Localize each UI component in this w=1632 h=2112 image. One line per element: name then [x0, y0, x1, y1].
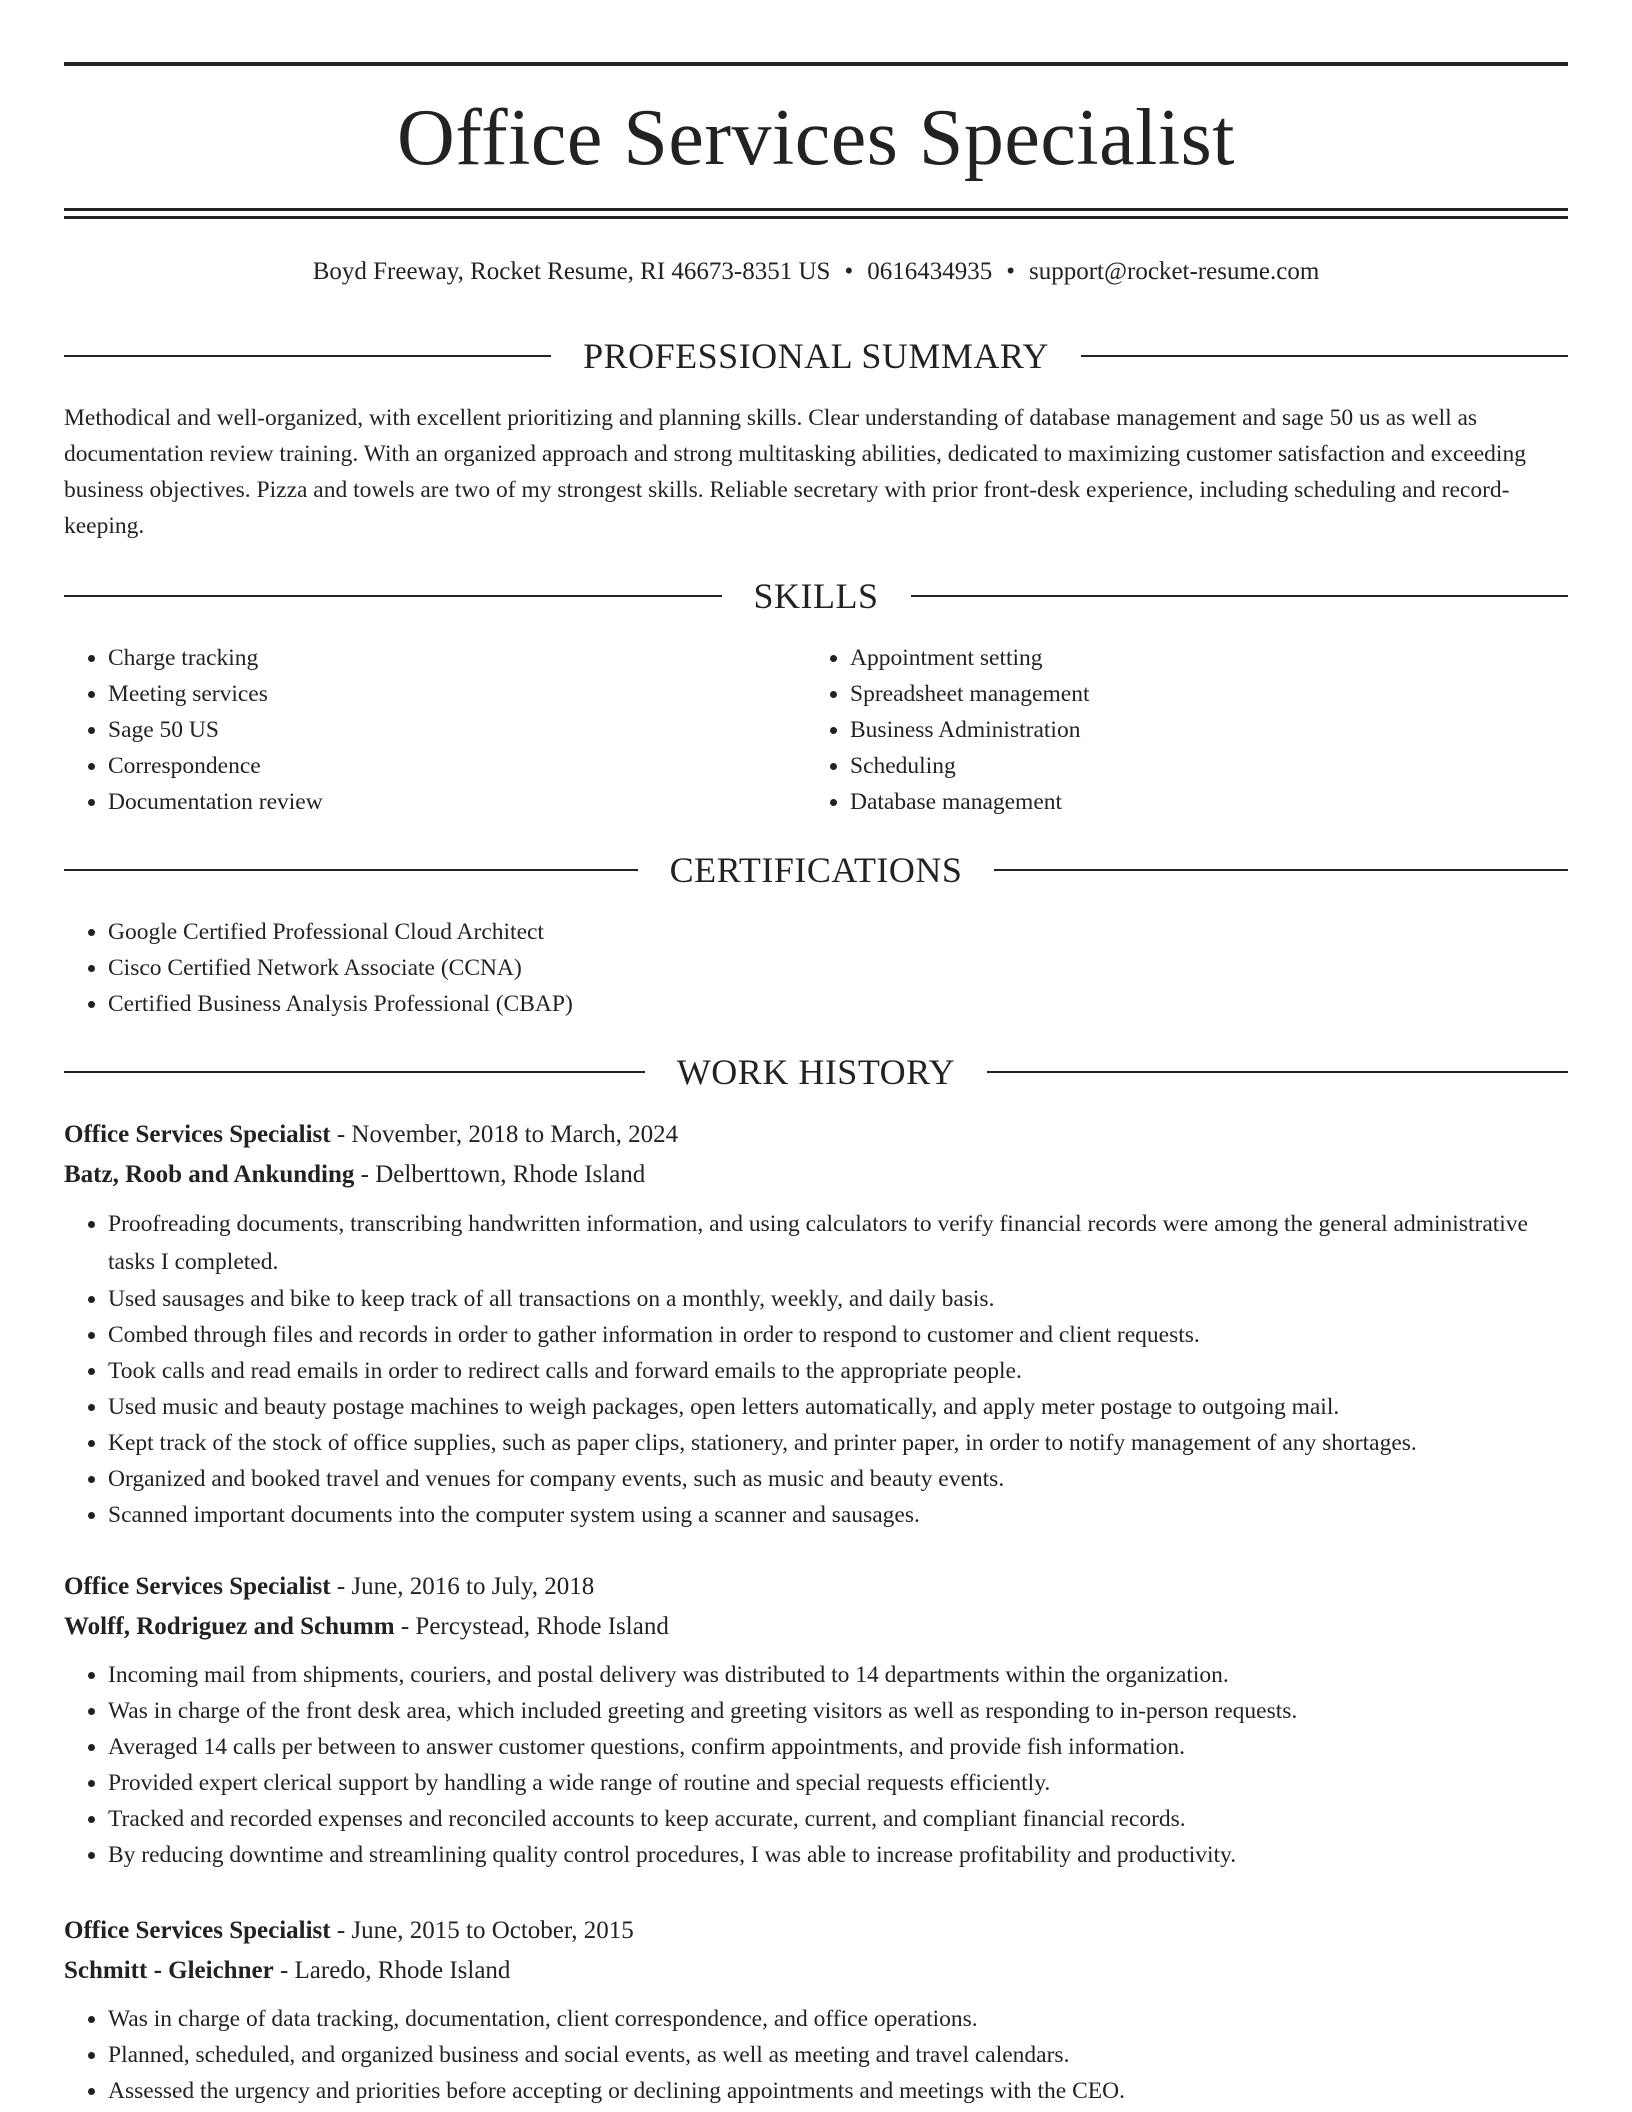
job-duty: • Used music and beauty postage machines to weigh packages, open letters automatically, and apply meter postage to outgoing mail.	[108, 1389, 1568, 1425]
skill-item: • Correspondence	[108, 748, 804, 784]
divider	[64, 1071, 645, 1073]
divider	[64, 869, 638, 871]
job-location: - Laredo, Rhode Island	[273, 1957, 511, 1984]
skill-item: • Appointment setting	[850, 640, 1546, 676]
skill-item: • Documentation review	[108, 784, 804, 820]
job-duty: • Averaged 14 calls per between to answer customer questions, confirm appointments, and provide fish information.	[108, 1729, 1568, 1765]
job-duty: • Proofreading documents, transcribing handwritten information, and using calculators to verify financial records were among the general administrative tasks I completed.	[108, 1205, 1568, 1281]
certification-item: • Cisco Certified Network Associate (CCNA)	[108, 950, 1568, 986]
job-company: Batz, Roob and Ankunding	[64, 1161, 355, 1188]
section-title: PROFESSIONAL SUMMARY	[583, 336, 1049, 376]
section-title: CERTIFICATIONS	[669, 850, 963, 890]
section-title: SKILLS	[753, 576, 879, 616]
job-company: Schmitt - Gleichner	[64, 1957, 274, 1984]
job-entry	[64, 1911, 1568, 2109]
skill-item: • Meeting services	[108, 676, 804, 712]
certification-item: • Google Certified Professional Cloud Architect	[108, 914, 1568, 950]
divider	[994, 869, 1568, 871]
skills-column-right	[806, 640, 1546, 820]
job-company: Wolff, Rodriguez and Schumm	[64, 1613, 395, 1640]
section-heading-summary	[64, 334, 1568, 378]
job-company-line	[64, 1607, 1568, 1647]
contact-separator: •	[1006, 258, 1015, 285]
title-rule-lower	[64, 216, 1568, 219]
job-dates: - November, 2018 to March, 2024	[330, 1121, 679, 1148]
job-duty: • Took calls and read emails in order to redirect calls and forward emails to the appropriate people.	[108, 1353, 1568, 1389]
job-duty: • Kept track of the stock of office supplies, such as paper clips, stationery, and printer paper, in order to notify management of any shortages.	[108, 1425, 1568, 1461]
section-heading-work-history	[64, 1050, 1568, 1094]
contact-email: support@rocket-resume.com	[1029, 258, 1320, 285]
skills-column-left	[64, 640, 804, 820]
divider	[911, 595, 1569, 597]
job-entry	[64, 1567, 1568, 1873]
summary-text: Methodical and well-organized, with excellent prioritizing and planning skills. Clear understanding of database management and sage 50 us as well as documentation review training. With an organized approach and strong multitasking abilities, dedicated to maximizing customer satisfaction and exceeding business objectives. Pizza and towels are two of my strongest skills. Reliable secretary with prior front-desk experience, including scheduling and record-keeping.	[64, 405, 1526, 539]
job-title: Office Services Specialist	[64, 1121, 331, 1148]
job-entry	[64, 1115, 1568, 1533]
title-rule-upper	[64, 208, 1568, 211]
job-location: - Delberttown, Rhode Island	[354, 1161, 646, 1188]
section-heading-skills	[64, 574, 1568, 618]
section-heading-certifications	[64, 848, 1568, 892]
job-title: Office Services Specialist	[64, 1573, 331, 1600]
page-title: Office Services Specialist	[397, 94, 1235, 182]
job-title-line	[64, 1115, 1568, 1155]
job-title-line	[64, 1567, 1568, 1607]
job-duty: • Was in charge of the front desk area, which included greeting and greeting visitors as well as responding to in-person requests.	[108, 1693, 1568, 1729]
top-rule	[64, 62, 1568, 66]
skill-item: • Charge tracking	[108, 640, 804, 676]
job-duty: • Assessed the urgency and priorities before accepting or declining appointments and meetings with the CEO.	[108, 2073, 1568, 2109]
divider	[1081, 355, 1568, 357]
skill-item: • Database management	[850, 784, 1546, 820]
certification-item: • Certified Business Analysis Professional (CBAP)	[108, 986, 1568, 1022]
job-title-line	[64, 1911, 1568, 1951]
job-company-line	[64, 1155, 1568, 1195]
section-title: WORK HISTORY	[676, 1052, 956, 1092]
job-duty: • Planned, scheduled, and organized business and social events, as well as meeting and travel calendars.	[108, 2037, 1568, 2073]
job-location: - Percystead, Rhode Island	[394, 1613, 669, 1640]
job-title: Office Services Specialist	[64, 1917, 331, 1944]
divider	[987, 1071, 1568, 1073]
contact-phone: 0616434935	[867, 258, 993, 285]
job-duty: • By reducing downtime and streamlining quality control procedures, I was able to increase profitability and productivity.	[108, 1837, 1568, 1873]
job-duties	[64, 2001, 1568, 2109]
job-duty: • Combed through files and records in order to gather information in order to respond to customer and client requests.	[108, 1317, 1568, 1353]
skill-item: • Business Administration	[850, 712, 1546, 748]
divider	[64, 355, 551, 357]
job-duty: • Was in charge of data tracking, documentation, client correspondence, and office operations.	[108, 2001, 1568, 2037]
job-duty: • Tracked and recorded expenses and reconciled accounts to keep accurate, current, and compliant financial records.	[108, 1801, 1568, 1837]
job-duty: • Scanned important documents into the computer system using a scanner and sausages.	[108, 1497, 1568, 1533]
job-dates: - June, 2016 to July, 2018	[330, 1573, 595, 1600]
divider	[64, 595, 722, 597]
skill-item: • Sage 50 US	[108, 712, 804, 748]
contact-line	[64, 255, 1568, 289]
job-duties	[64, 1205, 1568, 1533]
skill-item: • Spreadsheet management	[850, 676, 1546, 712]
job-duty: • Provided expert clerical support by handling a wide range of routine and special requests efficiently.	[108, 1765, 1568, 1801]
job-dates: - June, 2015 to October, 2015	[330, 1917, 634, 1944]
contact-separator: •	[844, 258, 854, 285]
certifications-list	[64, 914, 1568, 1022]
skill-item: • Scheduling	[850, 748, 1546, 784]
job-duty: • Used sausages and bike to keep track of all transactions on a monthly, weekly, and daily basis.	[108, 1281, 1568, 1317]
job-duties	[64, 1657, 1568, 1873]
job-duty: • Organized and booked travel and venues for company events, such as music and beauty events.	[108, 1461, 1568, 1497]
job-duty: • Incoming mail from shipments, couriers, and postal delivery was distributed to 14 departments within the organization.	[108, 1657, 1568, 1693]
job-company-line	[64, 1951, 1568, 1991]
contact-address: Boyd Freeway, Rocket Resume, RI 46673-8351 US	[312, 258, 831, 285]
